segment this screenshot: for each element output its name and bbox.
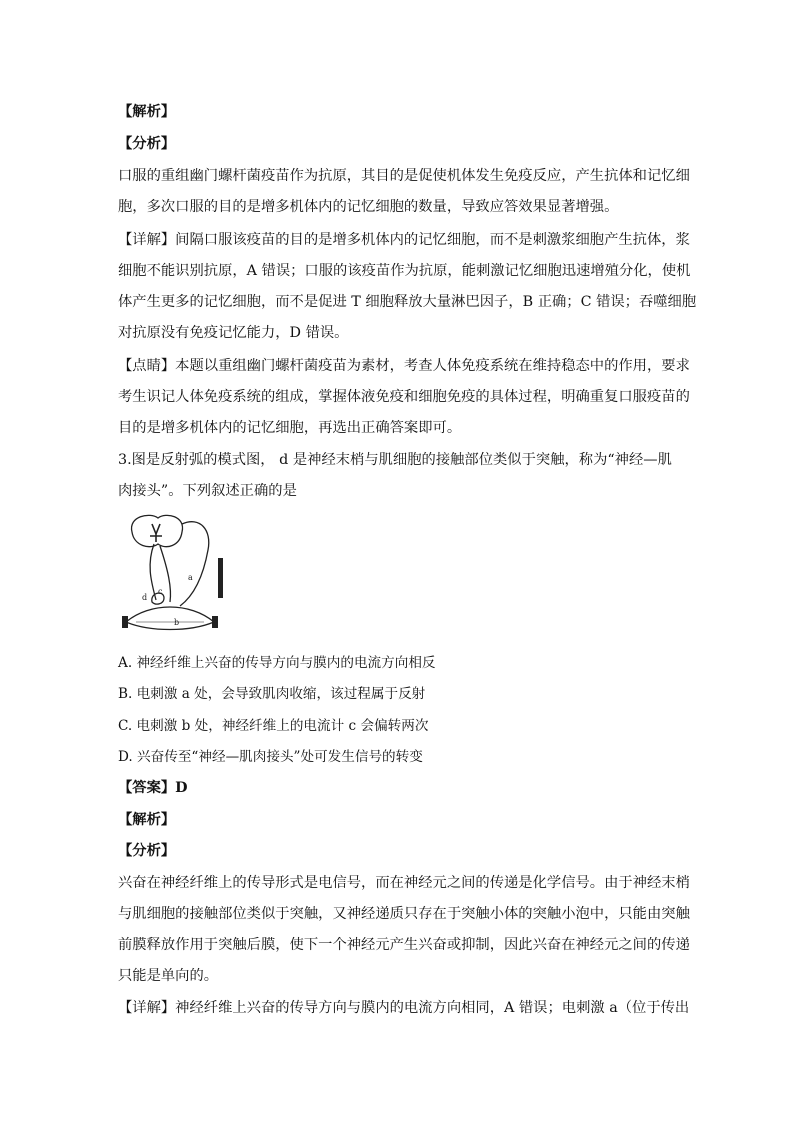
detail-line: 【详解】间隔口服该疫苗的目的是增多机体内的记忆细胞，而不是刺激浆细胞产生抗体，浆 (118, 232, 690, 248)
detail-line: 体产生更多的记忆细胞，而不是促进 T 细胞释放大量淋巴因子，B 正确；C 错误；吞噬细胞 (118, 294, 697, 310)
section-heading-jiexi: 【解析】 (118, 812, 176, 828)
label-a: a (188, 573, 193, 582)
question-stem-line: 3.图是反射弧的模式图， d 是神经末梢与肌细胞的接触部位类似于突触，称为“神经—肌 (118, 452, 672, 468)
option-c: C. 电刺激 b 处，神经纤维上的电流计 c 会偏转两次 (118, 718, 429, 734)
comment-line: 考生识记人体免疫系统的组成，掌握体液免疫和细胞免疫的具体过程，明确重复口服疫苗的 (118, 389, 690, 405)
analysis-line: 胞，多次口服的目的是增多机体内的记忆细胞的数量，导致应答效果显著增强。 (118, 199, 619, 215)
question-stem-line: 肉接头”。下列叙述正确的是 (118, 483, 297, 499)
detail-line: 对抗原没有免疫记忆能力，D 错误。 (118, 325, 349, 341)
label-c: c (158, 587, 163, 596)
option-d: D. 兴奋传至“神经—肌肉接头”处可发生信号的转变 (118, 749, 423, 765)
analysis-line: 只能是单向的。 (118, 968, 219, 984)
reflex-arc-diagram (120, 510, 235, 632)
stimulus-bar (218, 558, 223, 598)
analysis-line: 兴奋在神经纤维上的传导形式是电信号，而在神经元之间的传递是化学信号。由于神经末梢 (118, 875, 690, 891)
analysis-line: 与肌细胞的接触部位类似于突触，又神经递质只存在于突触小体的突触小泡中，只能由突触 (118, 906, 690, 922)
label-b: b (174, 618, 180, 627)
detail-line: 细胞不能识别抗原，A 错误；口服的该疫苗作为抗原，能刺激记忆细胞迅速增殖分化，使机 (118, 263, 691, 279)
answer-line: 【答案】D (118, 780, 188, 796)
option-a: A. 神经纤维上兴奋的传导方向与膜内的电流方向相反 (118, 655, 436, 671)
option-b: B. 电刺激 a 处，会导致肌肉收缩，该过程属于反射 (118, 686, 426, 702)
section-heading-fenxi: 【分析】 (118, 843, 176, 859)
label-d: d (142, 593, 148, 602)
comment-line: 目的是增多机体内的记忆细胞，再选出正确答案即可。 (118, 420, 462, 436)
detail-line: 【详解】神经纤维上兴奋的传导方向与膜内的电流方向相同，A 错误；电刺激 a（位于传出 (118, 1000, 690, 1016)
analysis-line: 口服的重组幽门螺杆菌疫苗作为抗原，其目的是促使机体发生免疫反应，产生抗体和记忆细 (118, 168, 690, 184)
analysis-line: 前膜释放作用于突触后膜，使下一个神经元产生兴奋或抑制，因此兴奋在神经元之间的传递 (118, 937, 690, 953)
section-heading-jiexi: 【解析】 (118, 104, 176, 120)
section-heading-fenxi: 【分析】 (118, 136, 176, 152)
comment-line: 【点睛】本题以重组幽门螺杆菌疫苗为素材，考查人体免疫系统在维持稳态中的作用，要求 (118, 358, 690, 374)
